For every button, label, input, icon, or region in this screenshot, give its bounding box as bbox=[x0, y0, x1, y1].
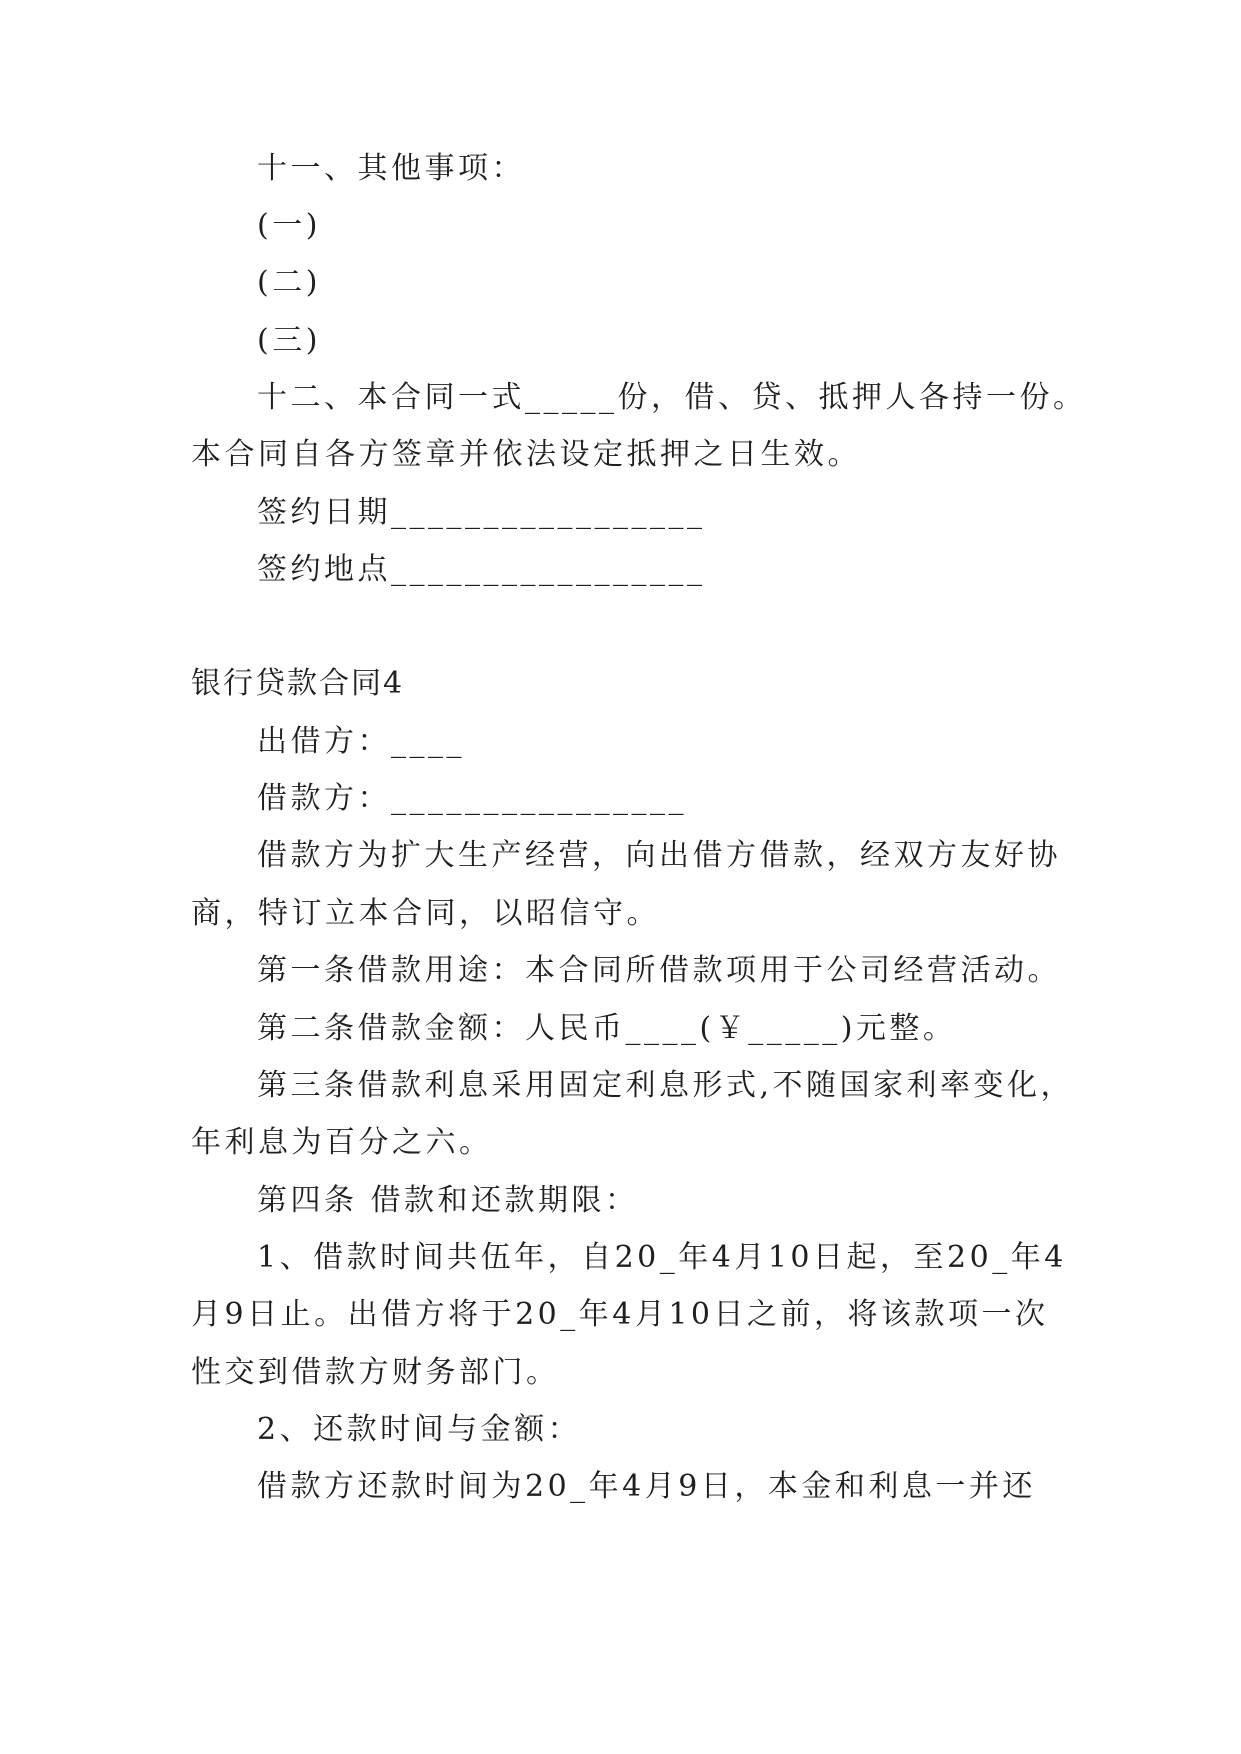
section-11-heading: 十一、其他事项： bbox=[257, 151, 525, 186]
section-12-line-2: 本合同自各方签章并依法设定抵押之日生效。 bbox=[191, 437, 861, 472]
article-4-item-2-heading: 2、还款时间与金额： bbox=[257, 1412, 582, 1447]
item-2: (二) bbox=[257, 265, 321, 300]
repayment-line-1: 借款方还款时间为20_年4月9日，本金和利息一并还 bbox=[257, 1469, 1036, 1504]
article-3-line-2: 年利息为百分之六。 bbox=[191, 1125, 493, 1160]
signing-date: 签约日期_________________ bbox=[257, 495, 706, 530]
article-1: 第一条借款用途：本合同所借款项用于公司经营活动。 bbox=[257, 953, 1061, 988]
article-2: 第二条借款金额：人民币____(￥_____)元整。 bbox=[257, 1011, 957, 1046]
article-3-line-1: 第三条借款利息采用固定利息形式,不随国家利率变化， bbox=[257, 1068, 1075, 1103]
borrower-line: 借款方：________________ bbox=[257, 781, 687, 816]
article-4-item-1-line-3: 性交到借款方财务部门。 bbox=[191, 1355, 560, 1390]
article-4-item-1-line-1: 1、借款时间共伍年，自20_年4月10日起，至20_年4 bbox=[257, 1240, 1067, 1275]
lender-line: 出借方：____ bbox=[257, 724, 465, 759]
article-4-heading: 第四条 借款和还款期限： bbox=[257, 1183, 639, 1218]
section-12-line-1: 十二、本合同一式_____份，借、贷、抵押人各持一份。 bbox=[257, 380, 1087, 415]
item-3: (三) bbox=[257, 323, 321, 358]
contract-title: 银行贷款合同4 bbox=[191, 666, 405, 701]
item-1: (一) bbox=[257, 208, 321, 243]
article-4-item-1-line-2: 月9日止。出借方将于20_年4月10日之前，将该款项一次 bbox=[191, 1297, 1049, 1332]
preamble-line-2: 商，特订立本合同，以昭信守。 bbox=[191, 896, 660, 931]
signing-place: 签约地点_________________ bbox=[257, 552, 706, 587]
preamble-line-1: 借款方为扩大生产经营，向出借方借款，经双方友好协 bbox=[257, 838, 1061, 873]
